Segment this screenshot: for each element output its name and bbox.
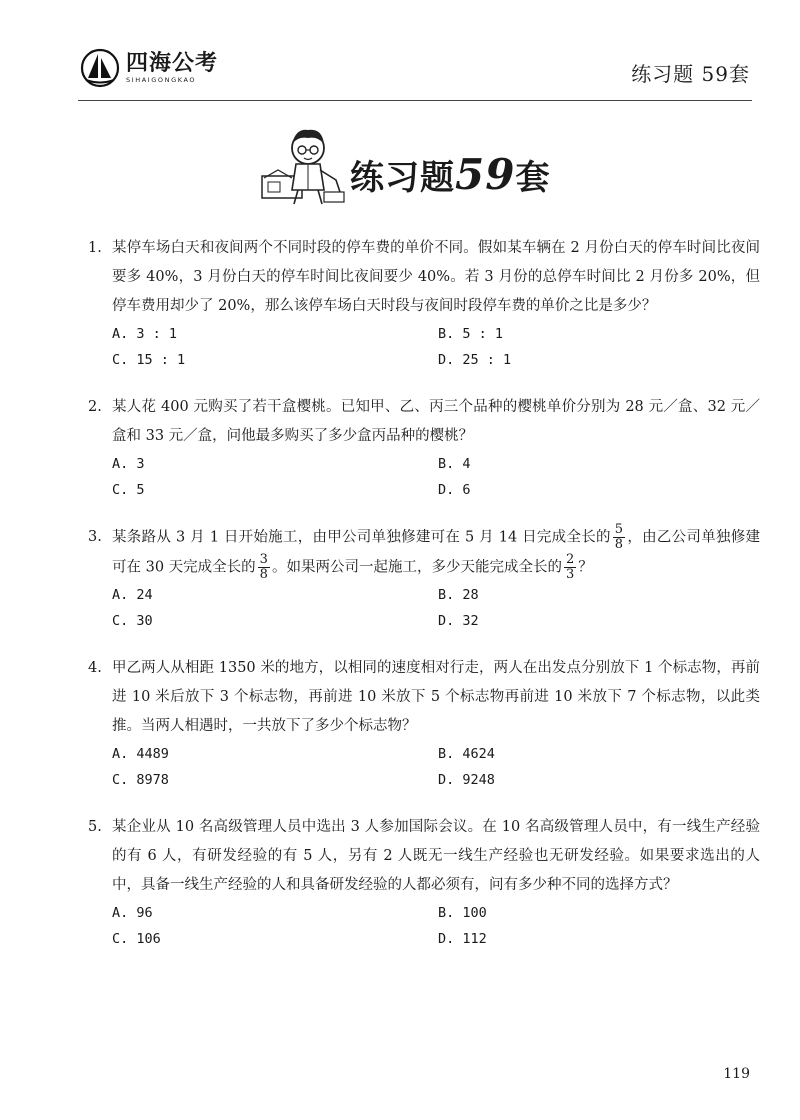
header-divider — [78, 100, 752, 101]
section-title — [258, 120, 558, 210]
fraction-denominator: 8 — [259, 566, 268, 582]
fraction-numerator: 3 — [259, 551, 268, 567]
option-c: C. 30 — [112, 613, 153, 629]
option-a: A. 24 — [112, 587, 153, 603]
title-prefix: 练习题 — [350, 158, 455, 198]
option-b: B. 28 — [438, 587, 479, 603]
question-stem — [88, 523, 760, 582]
brand-logo — [80, 48, 218, 88]
fraction-denominator: 3 — [565, 566, 575, 582]
option-d: D. 112 — [438, 931, 487, 947]
answer-options — [88, 321, 760, 373]
question-3 — [88, 523, 760, 634]
fraction — [564, 553, 576, 582]
title-suffix: 套 — [515, 158, 551, 198]
logo-text: 四海公考 — [126, 51, 219, 76]
question-5 — [88, 813, 760, 952]
page-header — [0, 0, 800, 110]
question-text: 甲乙两人从相距 1350 米的地方，以相同的速度相对行走，两人在出发点分别放下 1 个标志物，再前进 10 米后放下 3 个标志物，再前进 10 米放下 5 个标志物再前进 10 米放下 7 个标志物，以此类推。当两人相遇时，一共放下了多少个标志物？ — [112, 660, 760, 734]
option-d: D. 9248 — [438, 772, 495, 788]
question-number: 3. — [88, 529, 102, 545]
fraction-numerator: 5 — [614, 522, 624, 537]
sailboat-logo-icon — [80, 48, 120, 88]
option-d: D. 6 — [438, 482, 471, 498]
question-number: 4. — [88, 660, 102, 676]
question-text: 某人花 400 元购买了若干盒樱桃。已知甲、乙、丙三个品种的樱桃单价分别为 28 元／盒、32 元／盒和 33 元／盒，问他最多购买了多少盒丙品种的樱桃？ — [112, 399, 760, 444]
option-a: A. 3 — [112, 456, 145, 472]
question-stem — [88, 393, 760, 451]
option-c: C. 106 — [112, 931, 161, 947]
question-text-part: 某条路从 3 月 1 日开始施工，由甲公司单独修建可在 5 月 14 日完成全长的 — [112, 529, 611, 546]
answer-options — [88, 582, 760, 634]
option-a: A. 3 : 1 — [112, 326, 178, 342]
question-stem — [88, 234, 760, 321]
option-c: C. 15 : 1 — [112, 352, 186, 368]
option-b: B. 4 — [438, 456, 471, 472]
answer-options — [88, 451, 760, 503]
question-number: 1. — [88, 240, 102, 256]
option-d: D. 32 — [438, 613, 479, 629]
answer-options — [88, 741, 760, 793]
page-number: 119 — [723, 1066, 750, 1082]
question-stem — [88, 654, 760, 741]
question-2 — [88, 393, 760, 503]
fraction — [258, 553, 270, 582]
question-text-part: ，由乙公司单独修建可在 30 天完成全长的 — [112, 529, 761, 575]
question-4 — [88, 654, 760, 793]
question-text: 某企业从 10 名高级管理人员中选出 3 人参加国际会议。在 10 名高级管理人员中，有一线生产经验的有 6 人，有研发经验的有 5 人，另有 2 人既无一线生产经验也无研发经验。如果要求选出的人中，具备一线生产经验的人和具备研发经验的人都必须有，问有多少种不同的选择方式？ — [112, 819, 760, 893]
logo-subtext: SIHAIGONGKAO — [126, 76, 197, 84]
answer-options — [88, 900, 760, 952]
option-d: D. 25 : 1 — [438, 352, 512, 368]
option-c: C. 5 — [112, 482, 145, 498]
student-mascot-icon — [258, 120, 350, 208]
question-number: 5. — [88, 819, 102, 835]
question-list — [88, 234, 760, 972]
practice-set-title — [350, 150, 550, 199]
header-title: 练习题 59套 — [631, 62, 750, 86]
question-text-part: ？ — [578, 559, 593, 575]
option-b: B. 4624 — [438, 746, 495, 762]
question-text: 某停车场白天和夜间两个不同时段的停车费的单价不同。假如某车辆在 2 月份白天的停车时间比夜间要多 40%，3 月份白天的停车时间比夜间要少 40%。若 3 月份的总停车时间比 2 月份多 20%，但停车费用却少了 20%，那么该停车场白天时段与夜间时段停车费的单价之比是多少？ — [112, 240, 760, 314]
title-number: 59 — [455, 150, 516, 199]
option-c: C. 8978 — [112, 772, 169, 788]
option-b: B. 100 — [438, 905, 487, 921]
option-b: B. 5 : 1 — [438, 326, 504, 342]
question-text-part: 。如果两公司一起施工，多少天能完成全长的 — [271, 559, 562, 575]
option-a: A. 96 — [112, 905, 153, 921]
fraction-numerator: 2 — [565, 551, 575, 567]
question-stem — [88, 813, 760, 900]
option-a: A. 4489 — [112, 746, 169, 762]
fraction — [613, 523, 625, 552]
fraction-denominator: 8 — [614, 537, 624, 552]
question-number: 2. — [88, 399, 102, 415]
question-1 — [88, 234, 760, 373]
